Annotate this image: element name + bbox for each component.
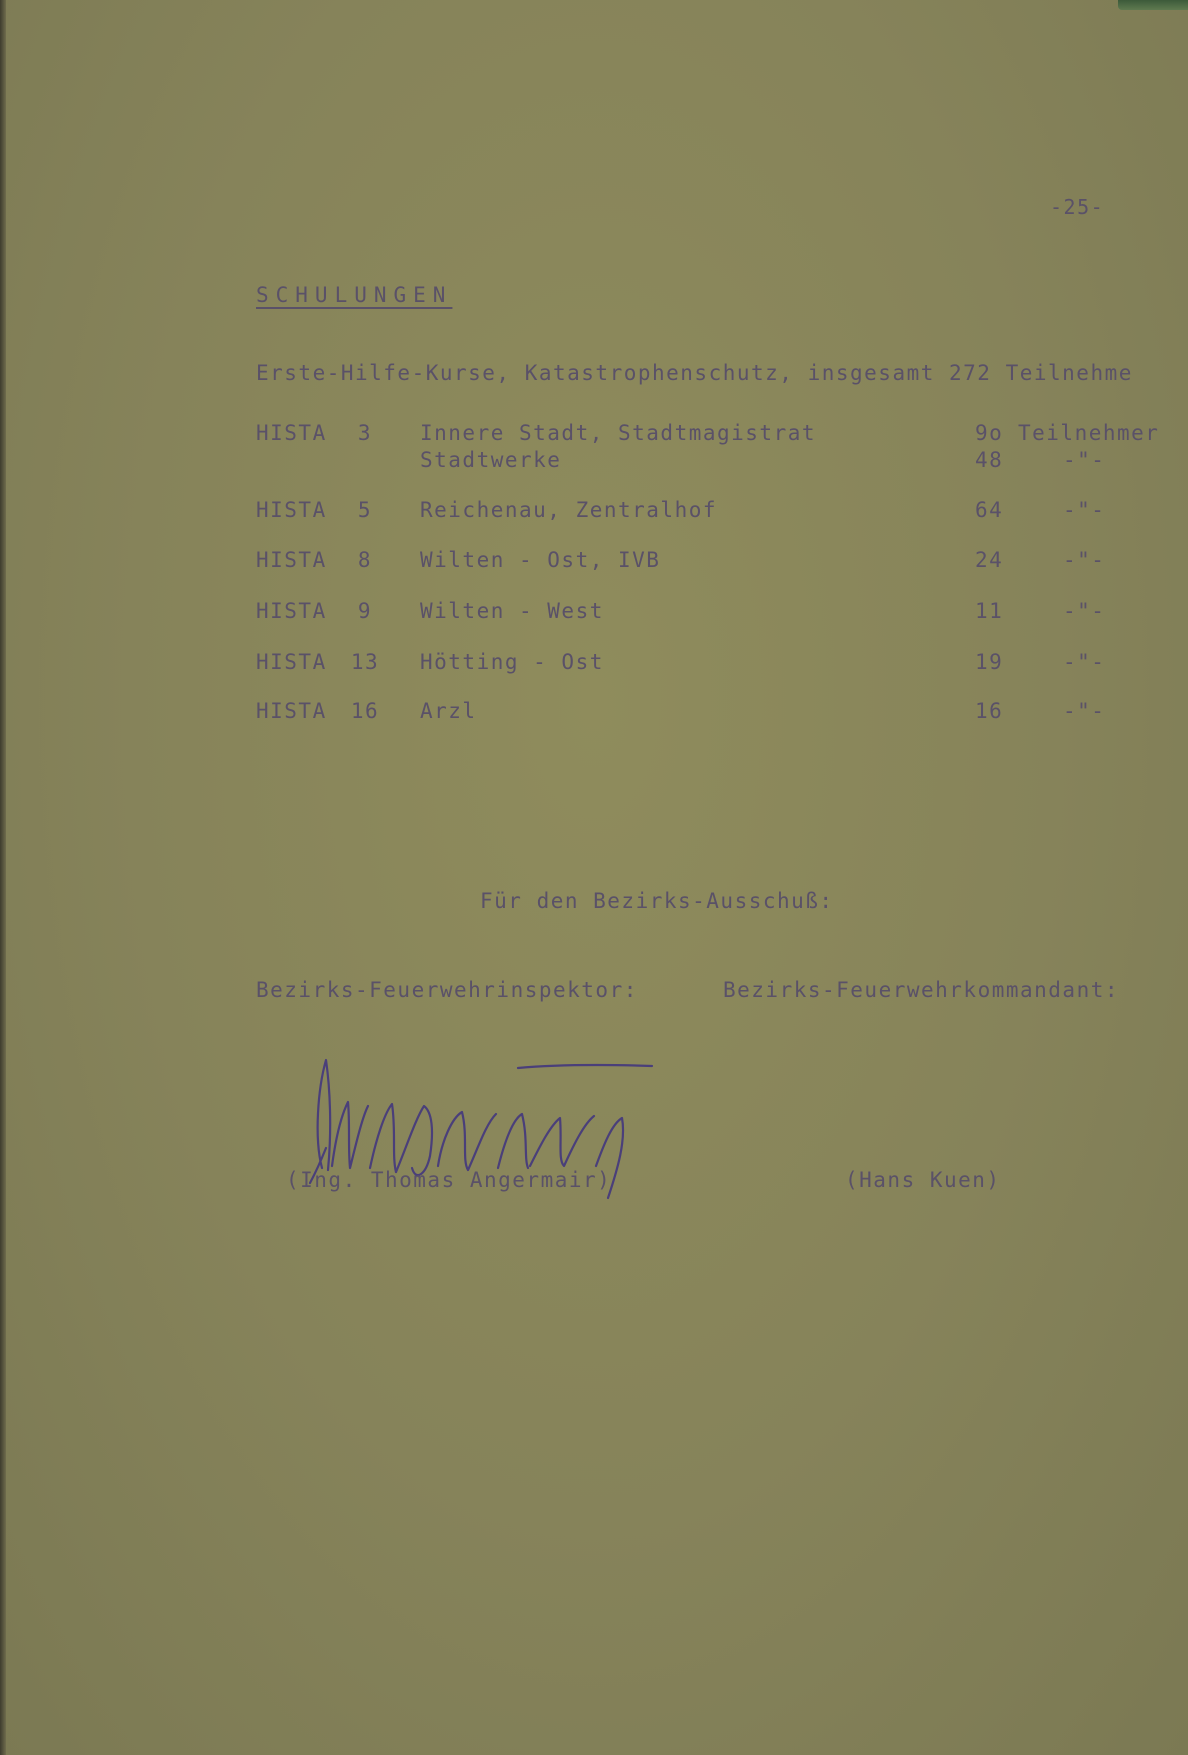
row-unit: -"-: [1063, 548, 1106, 572]
name-inspector: (Ing. Thomas Angermair): [286, 1168, 612, 1192]
row-place: Wilten - Ost, IVB: [420, 548, 661, 572]
handwritten-signature: [292, 1048, 672, 1218]
row-count: 11: [975, 599, 1004, 623]
row-code: HISTA: [256, 650, 327, 674]
corner-tape-mark: [1118, 0, 1188, 10]
row-count: 16: [975, 699, 1004, 723]
row-unit: -"-: [1063, 498, 1106, 522]
row-count: 24: [975, 548, 1004, 572]
name-commander: (Hans Kuen): [845, 1168, 1001, 1192]
row-place: Hötting - Ost: [420, 650, 604, 674]
role-commander: Bezirks-Feuerwehrkommandant:: [723, 978, 1120, 1002]
row-code: HISTA: [256, 548, 327, 572]
row-unit: -"-: [1063, 448, 1106, 472]
row-number: 3: [357, 421, 373, 445]
row-unit: -"-: [1063, 650, 1106, 674]
row-code: HISTA: [256, 421, 327, 445]
row-number: 9: [357, 599, 373, 623]
page-number: -25-: [1050, 195, 1105, 219]
row-number: 16: [350, 699, 380, 723]
closing-line: Für den Bezirks-Ausschuß:: [480, 889, 834, 913]
row-count: 9o: [975, 421, 1004, 445]
row-code: HISTA: [256, 498, 327, 522]
role-inspector: Bezirks-Feuerwehrinspektor:: [256, 978, 638, 1002]
row-place: Wilten - West: [420, 599, 604, 623]
row-place: Stadtwerke: [420, 448, 562, 472]
row-unit: -"-: [1063, 699, 1106, 723]
row-number: 5: [357, 498, 373, 522]
row-place: Reichenau, Zentralhof: [420, 498, 718, 522]
row-number: 13: [350, 650, 380, 674]
row-unit: Teilnehmer: [1018, 421, 1160, 445]
row-number: 8: [357, 548, 373, 572]
row-unit: -"-: [1063, 599, 1106, 623]
section-heading: SCHULUNGEN: [256, 283, 453, 307]
row-code: HISTA: [256, 599, 327, 623]
row-code: HISTA: [256, 699, 327, 723]
intro-line: Erste-Hilfe-Kurse, Katastrophenschutz, insgesamt 272 Teilnehme: [256, 361, 1133, 385]
row-count: 64: [975, 498, 1004, 522]
row-place: Innere Stadt, Stadtmagistrat: [420, 421, 817, 445]
row-count: 19: [975, 650, 1004, 674]
page-binding-edge: [0, 0, 6, 1755]
row-place: Arzl: [420, 699, 477, 723]
row-count: 48: [975, 448, 1004, 472]
